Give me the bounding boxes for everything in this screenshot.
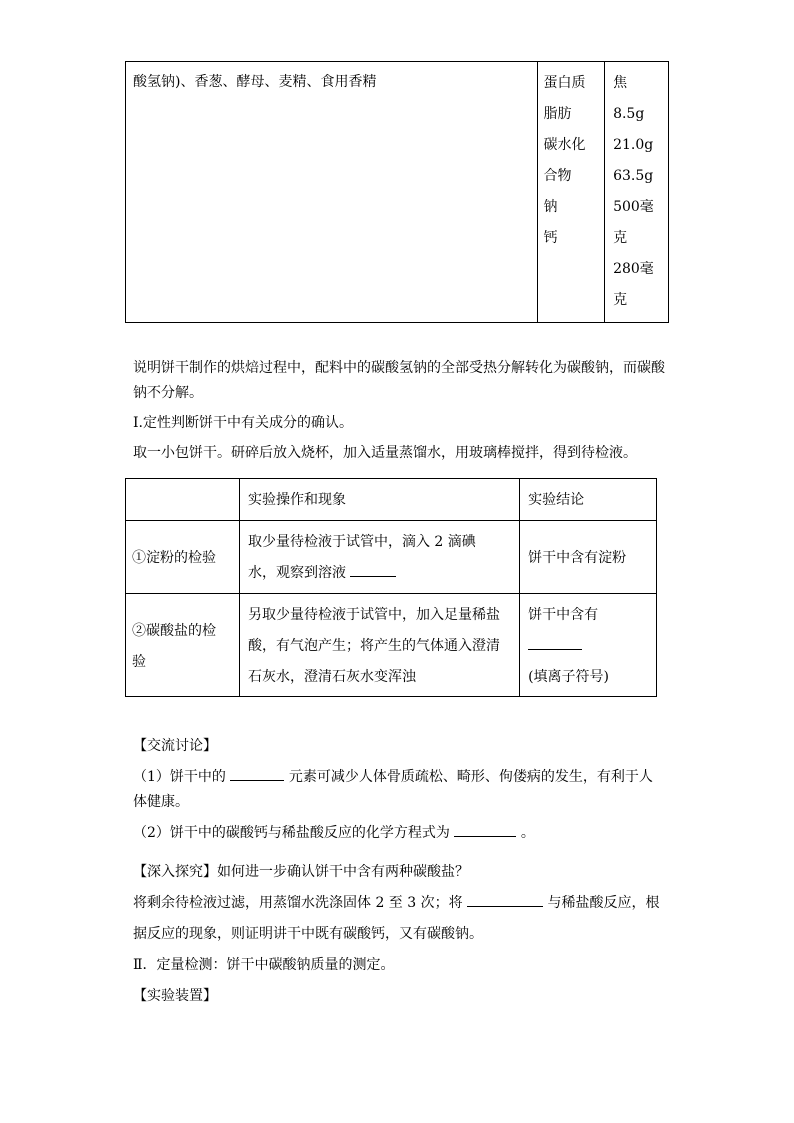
explore-heading: 【深入探究】 [133,864,217,880]
header-conclusion: 实验结论 [520,479,657,521]
apparatus-heading: 【实验装置】 [133,988,217,1004]
answer-blank-substance[interactable] [467,892,543,907]
nutrient-value: 焦 [613,75,628,91]
intro-line: 取一小包饼干。研碎后放入烧杯，加入适量蒸馏水，用玻璃棒搅拌，得到待检液。 [133,445,637,461]
intro-line: 钠不分解。 [133,385,203,401]
nutrient-value: 280毫 [613,261,654,277]
intro-paragraph [133,353,673,469]
nutrient-value: 63.5g [613,168,654,184]
answer-blank-ion-symbol[interactable] [528,635,582,650]
header-empty [126,479,240,521]
intro-line: 说明饼干制作的烘焙过程中，配料中的碳酸氢钠的全部受热分解转化为碳酸钠，而碳酸 [133,360,665,376]
row2-name: ②碳酸盐的检 验 [126,594,240,697]
nutrient-value: 21.0g [613,137,654,153]
answer-blank-equation[interactable] [454,822,516,837]
nutrient-value: 克 [613,230,628,246]
ingredients-text: 酸氢钠)、香葱、酵母、麦精、食用香精 [133,74,377,90]
section-heading: Ⅰ.定性判断饼干中有关成分的确认。 [133,415,353,431]
nutrient-name: 钠 [543,199,558,215]
nutrient-name: 合物 [543,168,572,184]
nutrient-name: 钙 [543,230,558,246]
discussion-block: 【交流讨论】 （1）饼干中的 元素可减少人体骨质疏松、畸形、佝偻病的发生，有利于人 体健康。 （2）饼干中的碳酸钙与稀盐酸反应的化学方程式为 。 [133,731,673,849]
nutrient-value: 500毫 [613,199,654,215]
nutrient-name: 蛋白质 [543,75,586,91]
nutrient-names-cell [537,62,605,323]
nutrient-value: 8.5g [613,106,645,122]
section-heading: Ⅱ．定量检测：饼干中碳酸钠质量的测定。 [133,957,395,973]
ingredients-cell [126,62,538,323]
answer-blank-solution-color[interactable] [350,562,396,577]
experiment-table [125,478,657,697]
nutrient-values-cell [605,62,669,323]
nutrient-name: 脂肪 [543,106,572,122]
row2-conclusion: 饼干中含有 (填离子符号) [520,594,657,697]
explore-block: 【深入探究】如何进一步确认饼干中含有两种碳酸盐？ 将剩余待检液过滤，用蒸馏水洗涤固体 2 至 3 次；将 与稀盐酸反应，根 据反应的现象，则证明讲干中既有碳酸钙，又有碳酸钠。 Ⅱ．定量检测：饼干中碳酸钠质量的测定。 【实验装置】 [133,857,673,1012]
row2-operation: 另取少量待检液于试管中，加入足量稀盐 酸，有气泡产生；将产生的气体通入澄清 石灰水，澄清石灰水变浑浊 [239,594,519,697]
answer-blank-element[interactable] [230,766,284,781]
row1-name: ①淀粉的检验 [126,521,240,594]
discussion-heading: 【交流讨论】 [133,738,217,754]
header-operation: 实验操作和现象 [239,479,519,521]
row1-conclusion: 饼干中含有淀粉 [520,521,657,594]
nutrient-name: 碳水化 [543,137,586,153]
nutrition-table [125,61,669,323]
nutrient-value: 克 [613,292,628,308]
row1-operation: 取少量待检液于试管中，滴入 2 滴碘 水，观察到溶液 [239,521,519,594]
